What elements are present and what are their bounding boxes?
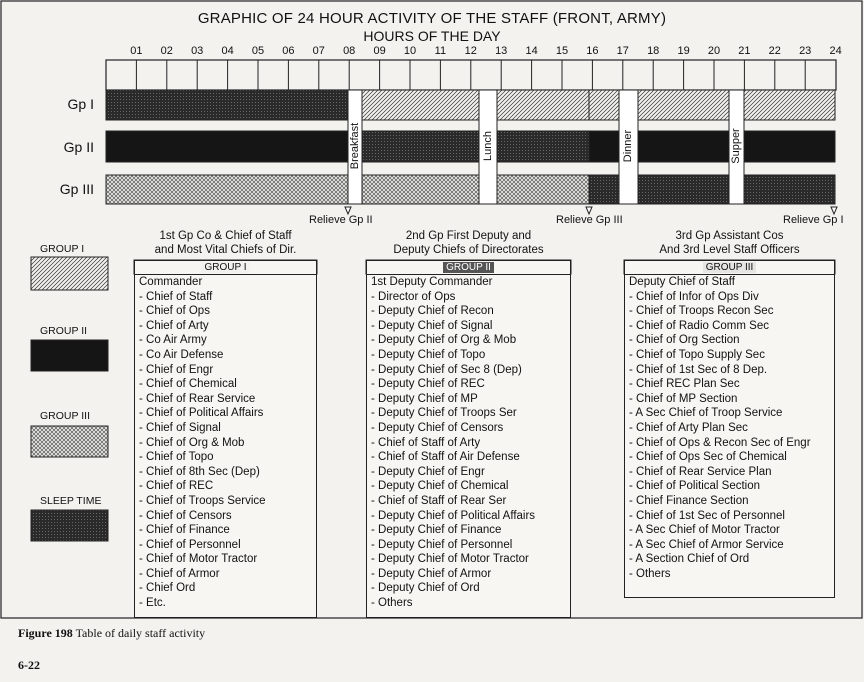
list-item: - Deputy Chief of Signal — [371, 319, 493, 332]
legend-swatch-group3 — [31, 426, 108, 457]
group1-box-label: GROUP I — [135, 261, 316, 275]
legend-swatch-group1 — [31, 257, 108, 290]
list-item: - Chief of Political Section — [629, 480, 761, 493]
list-item: - Director of Ops — [371, 290, 456, 303]
group1-list-box — [134, 260, 317, 618]
list-item: - Chief of Troops Service — [139, 494, 266, 507]
list-item: - Chief of Staff of Arty — [371, 436, 481, 449]
list-item: 1st Deputy Commander — [371, 276, 493, 288]
hour-label: 10 — [403, 45, 417, 57]
meal-label-breakfast: Breakfast — [349, 122, 361, 170]
list-item: - Chief of Chemical — [139, 378, 237, 391]
list-item: - Chief of Topo — [139, 451, 214, 464]
list-item: - Chief Finance Section — [629, 494, 749, 507]
list-item: - Chief of Armor — [139, 567, 220, 580]
list-item: - Chief of REC — [139, 480, 214, 493]
group2-list-box — [366, 260, 571, 618]
hour-label: 03 — [191, 45, 204, 57]
list-item: - Chief of Org & Mob — [139, 436, 245, 449]
list-item: - Deputy Chief of Org & Mob — [371, 334, 517, 347]
list-item: - Chief of Radio Comm Sec — [629, 319, 769, 332]
list-item: - Chief REC Plan Sec — [629, 378, 740, 391]
list-item: - Chief of Arty — [139, 319, 209, 332]
gp1-row — [106, 90, 835, 120]
list-item: - Deputy Chief of Topo — [371, 348, 486, 361]
row-label-gp3: Gp III — [59, 181, 94, 197]
col2-heading: 2nd Gp First Deputy and Deputy Chiefs of Directorates — [393, 230, 544, 256]
list-item: - Chief of Personnel — [139, 538, 241, 551]
list-item: Commander — [139, 276, 203, 288]
list-item: - Deputy Chief of Personnel — [371, 538, 513, 551]
hour-label: 22 — [768, 45, 781, 57]
list-item: - Chief of Rear Service — [139, 392, 256, 405]
list-item: - A Sec Chief of Troop Service — [629, 407, 783, 420]
list-item: - Deputy Chief of Armor — [371, 567, 492, 580]
meal-label-lunch: Lunch — [482, 131, 494, 161]
gp2-row — [106, 131, 835, 162]
relieve-marker-1 — [345, 207, 351, 214]
hour-label: 02 — [160, 45, 173, 57]
relieve-label-2: Relieve Gp III — [556, 214, 623, 226]
legend-label-group3: GROUP III — [40, 410, 90, 422]
relieve-label-1: Relieve Gp II — [309, 214, 373, 226]
hour-label: 04 — [221, 45, 234, 57]
list-item: - Chief of Ops & Recon Sec of Engr — [629, 436, 811, 449]
row-label-gp2: Gp II — [63, 139, 94, 155]
figure-caption: Figure 198 Table of daily staff activity — [18, 626, 206, 640]
hour-label: 05 — [251, 45, 265, 57]
relieve-marker-3 — [831, 207, 837, 214]
list-item: - Deputy Chief of Political Affairs — [371, 509, 536, 522]
legend-label-group1: GROUP I — [40, 243, 85, 255]
list-item: - Co Air Army — [139, 334, 207, 347]
list-item: - Etc. — [139, 597, 166, 610]
group3-list-box — [624, 260, 835, 598]
hour-label: 24 — [829, 45, 842, 57]
legend-swatch-group2 — [31, 340, 108, 371]
list-item: - Chief of 1st Sec of Personnel — [629, 509, 785, 522]
list-item: - A Sec Chief of Motor Tractor — [629, 524, 780, 537]
list-item: - Chief of Arty Plan Sec — [629, 421, 748, 434]
gp3-row — [106, 175, 835, 204]
group3-box-label: GROUP III — [625, 261, 834, 275]
hour-label: 19 — [677, 45, 690, 57]
list-item: - Deputy Chief of Sec 8 (Dep) — [371, 363, 522, 376]
list-item: - Deputy Chief of Chemical — [371, 480, 509, 493]
list-item: - Chief of Topo Supply Sec — [629, 348, 765, 361]
list-item: - Chief Ord — [139, 582, 196, 595]
hour-label: 17 — [616, 45, 629, 57]
list-item: - Chief of Ops Sec of Chemical — [629, 451, 787, 464]
hour-label: 08 — [343, 45, 356, 57]
list-item: - Co Air Defense — [139, 348, 224, 361]
list-item: - Chief of Org Section — [629, 334, 740, 347]
list-item: - Chief of Troops Recon Sec — [629, 305, 774, 318]
hour-label: 21 — [738, 45, 751, 57]
list-item: - Deputy Chief of Motor Tractor — [371, 553, 529, 566]
chart-subtitle: HOURS OF THE DAY — [363, 28, 501, 44]
hour-label: 11 — [434, 45, 447, 57]
list-item: - Chief of Censors — [139, 509, 232, 522]
hour-label: 16 — [586, 45, 599, 57]
list-item: - Deputy Chief of MP — [371, 392, 478, 405]
list-item: - Chief of Infor of Ops Div — [629, 290, 759, 303]
hour-label: 07 — [312, 45, 325, 57]
hour-label: 13 — [495, 45, 508, 57]
relieve-marker-2 — [586, 207, 592, 214]
list-item: - Chief of Ops — [139, 305, 210, 318]
list-item: - A Sec Chief of Armor Service — [629, 538, 784, 551]
list-item: - Chief of Finance — [139, 524, 230, 537]
list-item: - Deputy Chief of Finance — [371, 524, 502, 537]
list-item: - Chief of 8th Sec (Dep) — [139, 465, 260, 478]
legend-label-sleep: SLEEP TIME — [40, 495, 102, 507]
list-item: - Chief of 1st Sec of 8 Dep. — [629, 363, 768, 376]
list-item: - Others — [371, 597, 413, 610]
list-item: - Deputy Chief of Ord — [371, 582, 480, 595]
list-item: - Deputy Chief of Troops Ser — [371, 407, 517, 420]
list-item: - Chief of Signal — [139, 421, 221, 434]
list-item: - Others — [629, 567, 671, 580]
col3-heading: 3rd Gp Assistant Cos And 3rd Level Staff Officers — [659, 230, 800, 256]
list-item: - Chief of Motor Tractor — [139, 553, 258, 566]
hour-label: 15 — [555, 45, 569, 57]
hour-label: 01 — [130, 45, 143, 57]
hour-label: 23 — [799, 45, 812, 57]
hour-label: 18 — [647, 45, 660, 57]
relieve-label-3: Relieve Gp I — [783, 214, 844, 226]
list-item: - Chief of Engr — [139, 363, 214, 376]
chart-title: GRAPHIC OF 24 HOUR ACTIVITY OF THE STAFF (FRONT, ARMY) — [197, 10, 667, 27]
legend-label-group2: GROUP II — [40, 325, 88, 337]
list-item: - Chief of Political Affairs — [139, 407, 264, 420]
list-item: - A Section Chief of Ord — [629, 553, 750, 566]
list-item: Deputy Chief of Staff — [629, 276, 735, 288]
list-item: - Deputy Chief of REC — [371, 378, 485, 391]
meal-label-dinner: Dinner — [622, 129, 634, 163]
hour-label: 09 — [373, 45, 386, 57]
group2-box-label: GROUP II — [367, 261, 570, 275]
group1-list — [135, 275, 316, 611]
list-item: - Deputy Chief of Recon — [371, 305, 494, 318]
group2-list — [367, 275, 570, 611]
hour-label: 06 — [282, 45, 295, 57]
col1-heading: 1st Gp Co & Chief of Staff and Most Vital Chiefs of Dir. — [154, 230, 297, 256]
list-item: - Deputy Chief of Engr — [371, 465, 485, 478]
legend-swatch-sleep — [31, 510, 108, 541]
list-item: - Deputy Chief of Censors — [371, 421, 504, 434]
list-item: - Chief of Staff of Air Defense — [371, 451, 520, 464]
hour-label: 14 — [525, 45, 538, 57]
hour-label: 12 — [464, 45, 477, 57]
list-item: - Chief of Staff — [139, 290, 213, 303]
list-item: - Chief of Staff of Rear Ser — [371, 494, 507, 507]
hour-label: 20 — [707, 45, 721, 57]
list-item: - Chief of Rear Service Plan — [629, 465, 772, 478]
page-number: 6-22 — [18, 658, 40, 672]
list-item: - Chief of MP Section — [629, 392, 738, 405]
meal-label-supper: Supper — [730, 128, 742, 164]
group3-list — [625, 275, 834, 581]
row-label-gp1: Gp I — [67, 96, 94, 112]
